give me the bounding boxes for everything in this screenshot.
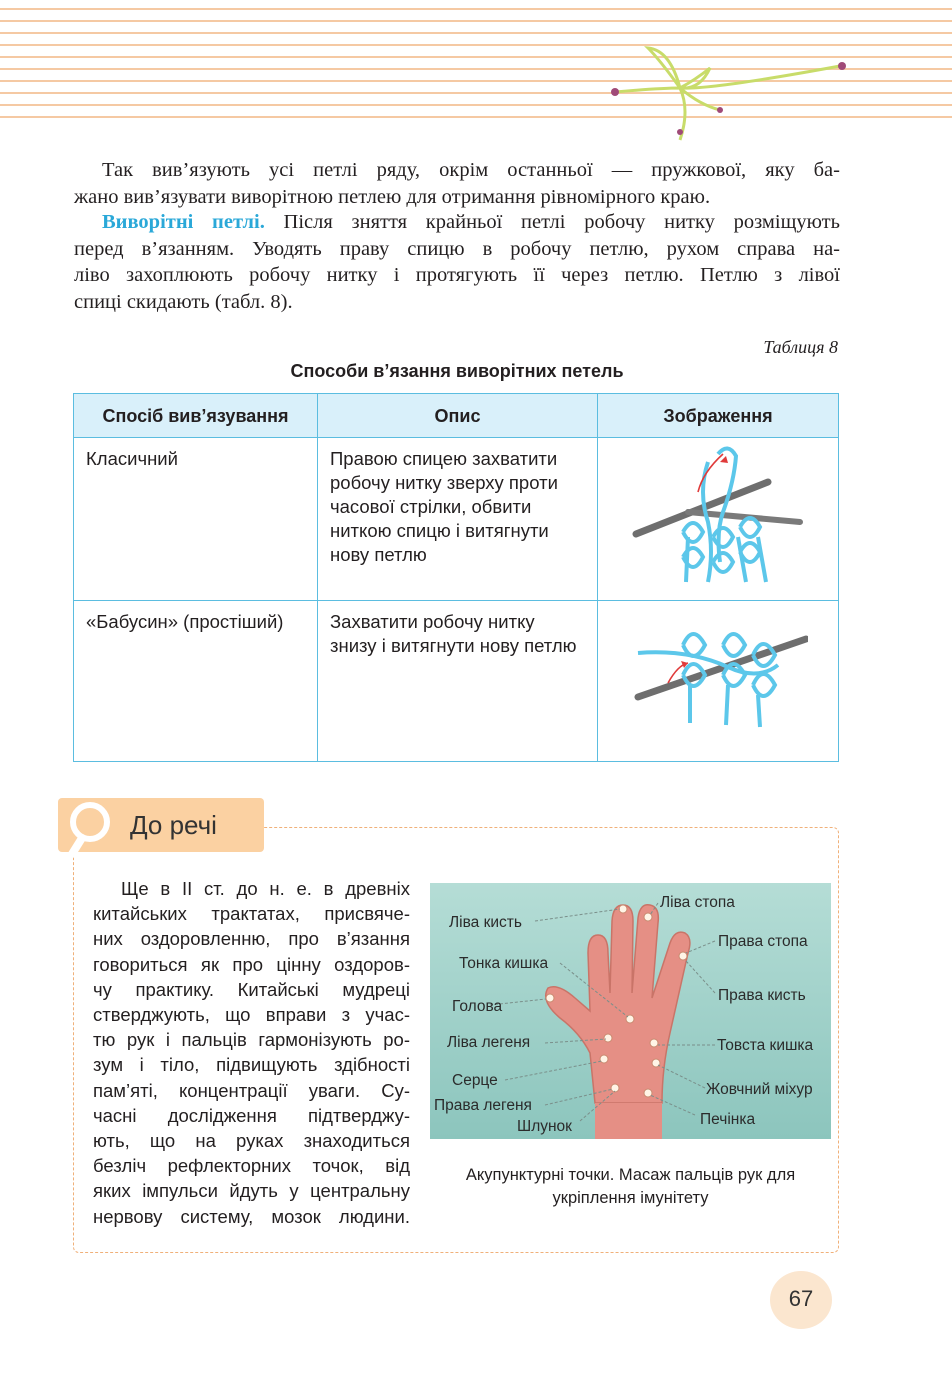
text-line: часні дослідження підтверджу-: [93, 1104, 410, 1126]
text-line: тю рук і пальців гармонізують ро-: [93, 1029, 410, 1051]
text-line: яких імпульси йдуть у центральну: [93, 1180, 410, 1202]
text-line: нервову систему, мозок людини.: [93, 1205, 410, 1227]
term-highlight: Виворітні петлі.: [102, 211, 265, 233]
hand-label: Ліва кисть: [449, 914, 522, 931]
table-title: Способи в’язання виворітних петель: [290, 361, 624, 381]
text-line: спиці скидають (табл. 8).: [74, 290, 293, 313]
hand-label: Жовчний міхур: [706, 1081, 813, 1098]
text-line: говориться як про цінну оздоров-: [93, 953, 410, 975]
table-row: [74, 438, 839, 601]
text-line: Ще в II ст. до н. е. в древніх: [121, 878, 410, 899]
text-line: них оздоровленню, про в’язання: [93, 928, 410, 950]
method-cell: «Бабусин» (простіший): [74, 601, 318, 762]
hand-label: Права легеня: [434, 1097, 532, 1114]
ribbon-bow-decoration: [600, 40, 860, 150]
table-row: [74, 601, 839, 762]
paragraph-intro: [74, 157, 840, 210]
paragraph-purl-stitches: [74, 209, 840, 315]
column-header: Зображення: [598, 394, 839, 438]
text-line: зум і тіло, підвищують здібності: [93, 1054, 410, 1076]
granny-purl-stitch-illustration: [628, 605, 808, 755]
text-line: чу практику. Китайські мудреці: [93, 978, 410, 1000]
hand-label: Голова: [452, 998, 503, 1015]
description-cell: Захватити робочу нитку знизу і витягнути нову петлю: [318, 601, 598, 762]
hand-label: Ліва стопа: [660, 894, 735, 911]
hand-label: Шлунок: [517, 1118, 572, 1135]
text-line: пам’яті, концентрації уваги. Су-: [93, 1079, 410, 1101]
aside-title: До речі: [130, 810, 217, 840]
hand-label: Права стопа: [718, 933, 808, 950]
description-cell: Правою спицею захватити робочу нитку зверху проти часової стрілки, обвити ниткою спицю і витягнути нову петлю: [318, 438, 598, 601]
text-fragment: Після зняття крайньої петлі робочу нитку розміщують: [264, 211, 840, 233]
image-caption: Акупунктурні точки. Масаж пальців рук для укріплення імунітету: [465, 1166, 796, 1207]
text-line: Так вив’язують усі петлі ряду, окрім останньої — пружкової, яку ба-: [102, 159, 840, 181]
image-cell: [598, 601, 839, 762]
text-line: безліч рефлекторних точок, від: [93, 1155, 410, 1177]
table-header-row: [74, 394, 839, 438]
text-line: стверджують, що вправи з учас-: [93, 1004, 410, 1026]
text-line: ліво захоплюють робочу нитку і протягують її через петлю. Петлю з лівої: [74, 264, 840, 286]
text-line: [74, 209, 840, 236]
text-line: жано вив’язувати виворітною петлею для отримання рівномірного краю.: [74, 185, 711, 208]
text-line: ють, що на руках знаходиться: [93, 1130, 410, 1152]
hand-acupuncture-image: [430, 883, 831, 1139]
aside-text: [93, 876, 410, 1229]
text-line: китайських трактатах, присвяче-: [93, 903, 410, 925]
page-number: 67: [788, 1286, 814, 1311]
image-cell: [598, 438, 839, 601]
hand-label: Печінка: [700, 1111, 756, 1128]
hand-label: Ліва легеня: [447, 1034, 531, 1051]
table-reference: Таблиця 8: [763, 337, 838, 357]
hand-label: Товста кишка: [717, 1037, 814, 1054]
column-header: Опис: [318, 394, 598, 438]
classic-purl-stitch-illustration: [628, 442, 808, 592]
knitting-methods-table: [73, 393, 839, 762]
hand-label: Серце: [452, 1072, 498, 1089]
method-cell: Класичний: [74, 438, 318, 601]
hand-label: Тонка кишка: [459, 955, 549, 972]
column-header: Спосіб вив’язування: [74, 394, 318, 438]
magnifier-icon: [62, 800, 118, 858]
text-line: перед в’язанням. Уводять праву спицю в робочу петлю, рухом справа на-: [74, 237, 840, 260]
hand-label: Права кисть: [718, 987, 806, 1004]
